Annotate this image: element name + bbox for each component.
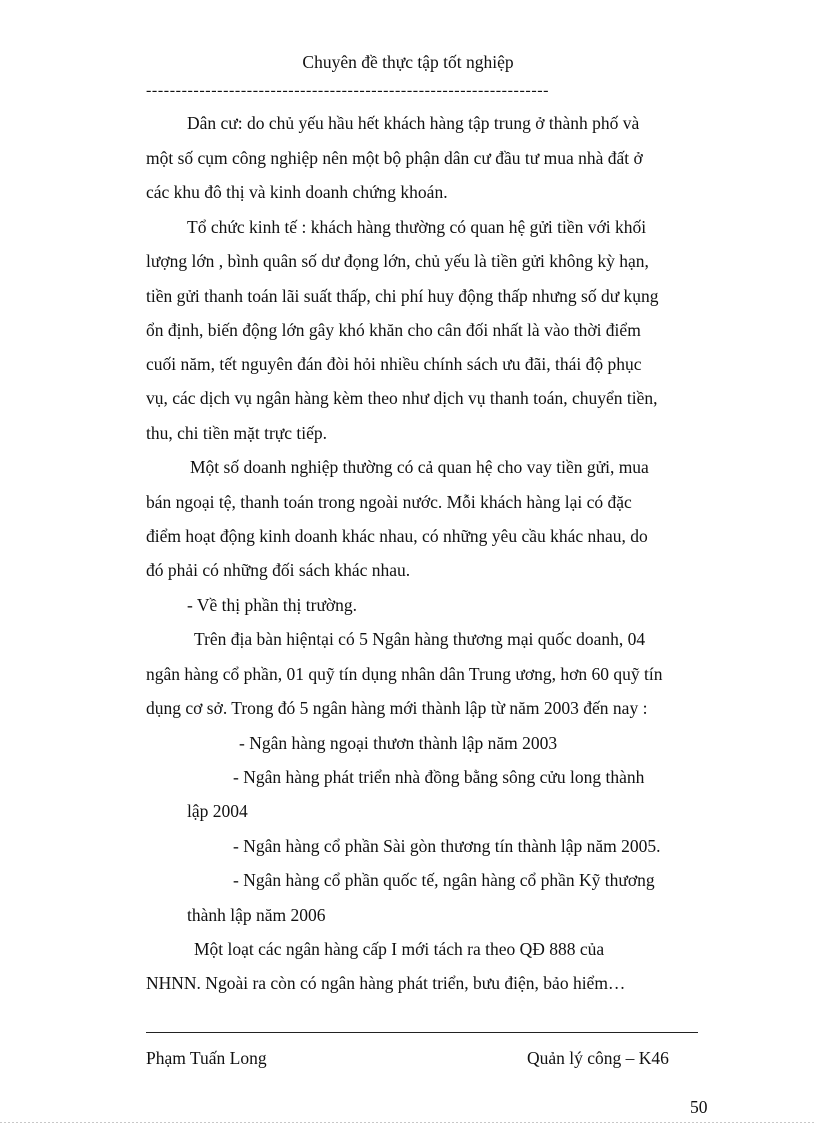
body-line: NHNN. Ngoài ra còn có ngân hàng phát triển, bưu điện, bảo hiểm… bbox=[146, 973, 626, 993]
list-item: - Ngân hàng cổ phần Sài gòn thương tín thành lập năm 2005. bbox=[233, 836, 661, 856]
footer-author: Phạm Tuấn Long bbox=[146, 1048, 267, 1068]
list-item: - Ngân hàng phát triển nhà đồng bằng sông cửu long thành bbox=[233, 767, 645, 787]
body-line: điểm hoạt động kinh doanh khác nhau, có những yêu cầu khác nhau, do bbox=[146, 526, 648, 546]
body-line: Dân cư: do chủ yếu hầu hết khách hàng tập trung ở thành phố và bbox=[187, 113, 640, 133]
body-line: một số cụm công nghiệp nên một bộ phận dân cư đầu tư mua nhà đất ở bbox=[146, 148, 643, 168]
page-number: 50 bbox=[690, 1097, 708, 1117]
page-header-title: Chuyên đề thực tập tốt nghiệp bbox=[302, 52, 514, 72]
bullet-heading: - Về thị phần thị trường. bbox=[187, 595, 358, 615]
body-line: đó phải có những đối sách khác nhau. bbox=[146, 560, 411, 580]
body-line: Tổ chức kinh tế : khách hàng thường có quan hệ gửi tiền với khối bbox=[187, 217, 647, 237]
body-line: Một số doanh nghiệp thường có cả quan hệ cho vay tiền gửi, mua bbox=[190, 457, 649, 477]
header-dashed-rule: -------------------------------------------------------------------- bbox=[146, 82, 550, 99]
body-line: thu, chi tiền mặt trực tiếp. bbox=[146, 423, 328, 443]
footer-course: Quản lý công – K46 bbox=[527, 1048, 669, 1068]
footer-rule bbox=[146, 1032, 698, 1033]
body-line: tiền gửi thanh toán lãi suất thấp, chi phí huy động thấp nhưng số dư kụng bbox=[146, 286, 659, 306]
list-item: - Ngân hàng ngoại thươn thành lập năm 2003 bbox=[239, 733, 558, 753]
body-line: ổn định, biến động lớn gây khó khăn cho cân đối nhất là vào thời điểm bbox=[146, 320, 641, 340]
body-line: bán ngoại tệ, thanh toán trong ngoài nước. Mỗi khách hàng lại có đặc bbox=[146, 492, 632, 512]
list-item: - Ngân hàng cổ phần quốc tế, ngân hàng cổ phần Kỹ thương bbox=[233, 870, 655, 890]
list-item-continuation: thành lập năm 2006 bbox=[187, 905, 326, 925]
body-line: các khu đô thị và kinh doanh chứng khoán. bbox=[146, 182, 448, 202]
body-line: dụng cơ sở. Trong đó 5 ngân hàng mới thành lập từ năm 2003 đến nay : bbox=[146, 698, 648, 718]
body-line: vụ, các dịch vụ ngân hàng kèm theo như dịch vụ thanh toán, chuyển tiền, bbox=[146, 388, 658, 408]
list-item-continuation: lập 2004 bbox=[187, 801, 248, 821]
body-line: cuối năm, tết nguyên đán đòi hỏi nhiều chính sách ưu đãi, thái độ phục bbox=[146, 354, 642, 374]
body-line: Một loạt các ngân hàng cấp I mới tách ra theo QĐ 888 của bbox=[194, 939, 605, 959]
body-line: lượng lớn , bình quân số dư đọng lớn, chủ yếu là tiền gửi không kỳ hạn, bbox=[146, 251, 649, 271]
body-line: ngân hàng cổ phần, 01 quỹ tín dụng nhân dân Trung ương, hơn 60 quỹ tín bbox=[146, 664, 663, 684]
body-line: Trên địa bàn hiệntại có 5 Ngân hàng thương mại quốc doanh, 04 bbox=[194, 629, 646, 649]
